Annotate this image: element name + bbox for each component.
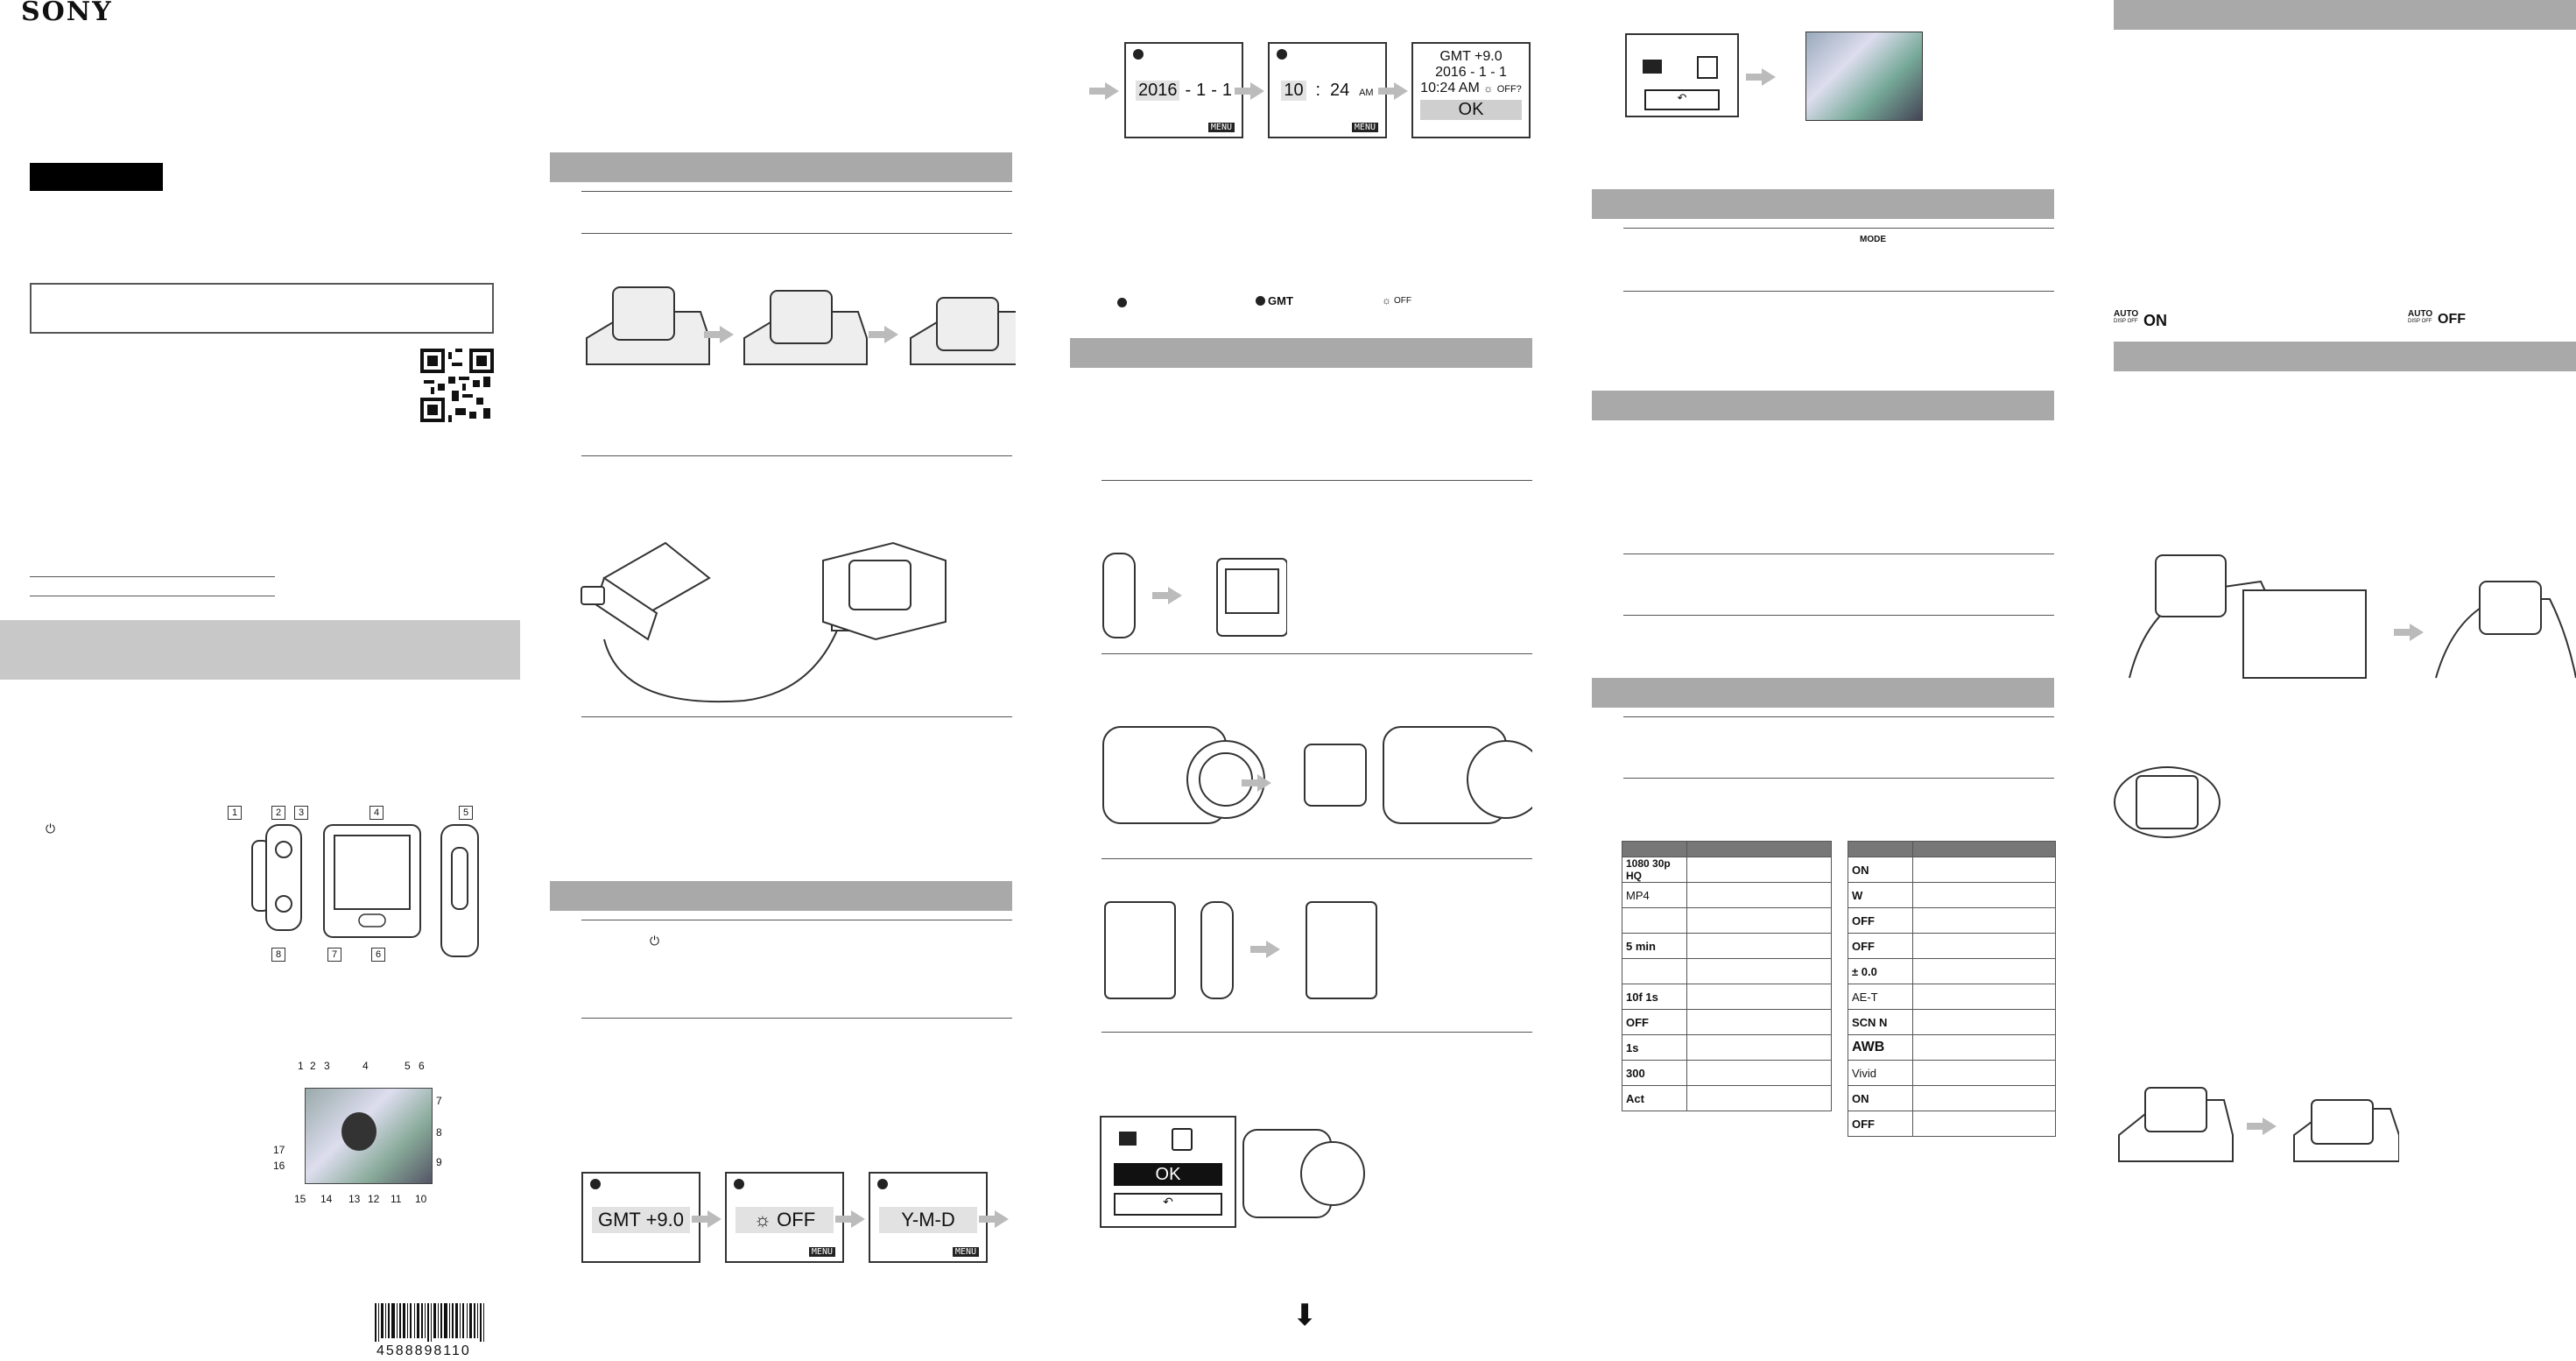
menu-back-icon: MENU: [1208, 123, 1235, 132]
section-band: [1592, 678, 2054, 708]
qr-code: [420, 349, 494, 422]
setting-icon: ON: [1848, 1086, 1913, 1111]
display-number: 11: [391, 1193, 402, 1205]
charger-step-illustration: [578, 277, 1016, 373]
power-on-illustration: [1094, 548, 1287, 645]
setting-icon: AE-T: [1848, 984, 1913, 1010]
notice-box: [30, 283, 494, 334]
pairing-screen: [1100, 1116, 1236, 1228]
clock-icon: [734, 1179, 744, 1189]
display-number: 12: [368, 1193, 380, 1205]
usb-charging-illustration: [569, 525, 989, 727]
settings-table-left: [1622, 841, 1832, 1111]
hour-value: 10: [1281, 81, 1306, 101]
minute-value: 24: [1329, 81, 1350, 100]
divider: [1101, 653, 1532, 654]
back-button[interactable]: ↶: [1644, 89, 1720, 110]
disp-off-label: DISP OFF: [2408, 319, 2432, 324]
divider: [1623, 291, 2054, 292]
divider: [581, 233, 1012, 234]
setting-icon: 10f 1s: [1622, 984, 1687, 1010]
divider: [1623, 778, 2054, 779]
setting-icon: Vivid: [1848, 1061, 1913, 1086]
table-row: [1622, 934, 1832, 959]
gmt-label: GMT: [1268, 294, 1293, 307]
mode-switch-screen: [1625, 33, 1739, 117]
disp-off-label: DISP OFF: [2114, 319, 2138, 324]
step-arrow-icon: [1250, 82, 1264, 100]
month-value: 1: [1196, 81, 1207, 100]
display-number: 10: [415, 1193, 427, 1205]
time-screen: [1268, 42, 1387, 138]
divider: [581, 455, 1012, 456]
auto-off-on-row: [2114, 310, 2138, 325]
auto-label: AUTO: [2114, 309, 2139, 319]
section-band: [0, 620, 520, 680]
wrist-strap-illustration: [2112, 538, 2576, 687]
display-number: 16: [273, 1160, 285, 1172]
setting-icon: OFF: [1848, 1111, 1913, 1137]
display-number: 1: [298, 1060, 304, 1072]
divider: [1623, 716, 2054, 717]
divider: [30, 576, 275, 577]
step-arrow-icon: [1168, 587, 1182, 604]
display-number: 15: [294, 1193, 306, 1205]
dst-text: OFF: [777, 1209, 816, 1231]
confirm-time: 10:24 AM: [1420, 81, 1480, 95]
power-icon: ⏻: [46, 822, 56, 836]
barcode-number: 4588898110: [377, 1343, 471, 1358]
clock-icon: [1117, 298, 1127, 307]
table-row: [1622, 883, 1832, 908]
black-label-box: [30, 163, 163, 191]
section-band: [1070, 338, 1532, 368]
table-row: [1848, 934, 2056, 959]
setting-icon: 5 min: [1622, 934, 1687, 959]
clock-icon: [877, 1179, 888, 1189]
table-row: [1622, 959, 1832, 984]
setting-icon: ON: [1848, 857, 1913, 883]
divider: [581, 191, 1012, 192]
setting-icon: [1622, 959, 1687, 984]
setting-icon: W: [1848, 883, 1913, 908]
part-number: 6: [371, 948, 385, 962]
table-row: [1848, 1010, 2056, 1035]
table-row: [1622, 908, 1832, 934]
timezone-screen: [581, 1172, 700, 1263]
divider: [1101, 1032, 1532, 1033]
table-row: [1848, 984, 2056, 1010]
camera-icon: [1643, 60, 1662, 74]
part-number: 5: [459, 806, 473, 820]
step-arrow-icon: [1394, 82, 1408, 100]
table-row: [1848, 1111, 2056, 1137]
setting-icon: 1080 30p HQ: [1622, 857, 1687, 883]
step-arrow-icon: [1762, 68, 1776, 86]
confirm-gmt: GMT +9.0: [1439, 49, 1503, 64]
camera-illustration: [1094, 701, 1532, 841]
setting-icon: 300: [1622, 1061, 1687, 1086]
section-band: [2114, 342, 2576, 371]
pairing-illustration: [1096, 893, 1464, 1016]
table-row: [1848, 908, 2056, 934]
part-number: 8: [271, 948, 285, 962]
date-separator: -: [1211, 81, 1217, 100]
auto-off-value: OFF: [2438, 312, 2466, 327]
dst-value: [735, 1207, 834, 1233]
ok-button[interactable]: OK: [1420, 100, 1522, 120]
dst-screen: [725, 1172, 844, 1263]
setting-icon: OFF: [1622, 1010, 1687, 1035]
display-number: 3: [324, 1060, 330, 1072]
table-row: [1848, 883, 2056, 908]
setting-icon: MP4: [1622, 883, 1687, 908]
time-separator: :: [1315, 81, 1321, 100]
auto-label: AUTO: [2408, 309, 2433, 319]
display-number: 17: [273, 1144, 285, 1156]
brand-logo: SONY: [21, 0, 113, 27]
camera-icon: [1119, 1132, 1137, 1146]
section-band: [550, 152, 1012, 182]
table-row: [1622, 984, 1832, 1010]
step-arrow-icon: [720, 326, 734, 343]
section-band: [2114, 0, 2576, 30]
clock-icon: [1133, 49, 1144, 60]
confirm-time-row: [1413, 81, 1529, 96]
live-view-image: [1805, 32, 1923, 121]
confirm-date: 2016 - 1 - 1: [1435, 65, 1507, 80]
display-number: 13: [348, 1193, 361, 1205]
divider: [1623, 615, 2054, 616]
table-row: [1848, 1061, 2056, 1086]
remote-icon: [1172, 1128, 1193, 1151]
menu-back-icon: MENU: [1352, 123, 1378, 132]
settings-table-right: [1848, 841, 2056, 1137]
confirm-screen: [1411, 42, 1531, 138]
date-screen: [1124, 42, 1243, 138]
step-arrow-icon: [995, 1210, 1009, 1228]
display-number: 4: [362, 1060, 369, 1072]
display-number: 7: [436, 1095, 442, 1107]
table-row: [1848, 857, 2056, 883]
day-value: 1: [1221, 81, 1232, 100]
step-arrow-icon: [1105, 82, 1119, 100]
down-arrow-icon: ⬇: [1292, 1299, 1318, 1332]
step-arrow-icon: [2263, 1118, 2277, 1135]
clock-icon: [1277, 49, 1287, 60]
table-row: [1848, 1035, 2056, 1061]
divider: [581, 716, 1012, 717]
setting-icon: Act: [1622, 1086, 1687, 1111]
back-button[interactable]: ↶: [1114, 1193, 1222, 1216]
display-number: 5: [405, 1060, 411, 1072]
wrist-worn-illustration: [2101, 750, 2233, 864]
camera-pairing-illustration: [1235, 1104, 1366, 1235]
display-number: 6: [419, 1060, 425, 1072]
barcode: [375, 1303, 490, 1342]
display-number: 14: [320, 1193, 333, 1205]
step-arrow-icon: [884, 326, 898, 343]
remote-front-illustration: [228, 806, 508, 963]
step-arrow-icon: [707, 1210, 721, 1228]
part-number: 1: [228, 806, 242, 820]
setting-icon: OFF: [1848, 908, 1913, 934]
part-number: 4: [370, 806, 384, 820]
divider: [1101, 858, 1532, 859]
section-band: [550, 881, 1012, 911]
table-row: [1622, 1010, 1832, 1035]
sun-icon: ☼: [1483, 82, 1494, 95]
ampm-value: AM: [1359, 88, 1374, 98]
setting-icon: 1s: [1622, 1035, 1687, 1061]
section-band: [1592, 391, 2054, 420]
display-number: 9: [436, 1156, 442, 1168]
setting-icon: [1622, 908, 1687, 934]
part-number: 7: [327, 948, 341, 962]
divider: [581, 1018, 1012, 1019]
confirm-dst: OFF?: [1496, 84, 1522, 95]
date-format-value: Y-M-D: [879, 1207, 977, 1233]
part-number: 2: [271, 806, 285, 820]
table-row: [1622, 1086, 1832, 1111]
power-icon: ⏻: [650, 934, 660, 948]
display-indicators-illustration: [289, 1058, 455, 1207]
table-row: [1848, 959, 2056, 984]
date-format-screen: [869, 1172, 988, 1263]
date-separator: -: [1185, 81, 1192, 100]
year-value: 2016: [1136, 81, 1180, 101]
part-number: 3: [294, 806, 308, 820]
step-arrow-icon: [1266, 941, 1280, 958]
menu-back-icon: MENU: [809, 1247, 835, 1257]
step-arrow-icon: [851, 1210, 865, 1228]
setting-icon: ± 0.0: [1848, 959, 1913, 984]
divider: [1101, 480, 1532, 481]
remote-icon: [1697, 56, 1718, 79]
sun-icon: ☼: [753, 1209, 772, 1231]
clock-gmt-icon: [1256, 296, 1265, 306]
timezone-value: GMT +9.0: [592, 1207, 690, 1233]
mode-label: MODE: [1860, 235, 1886, 244]
menu-back-icon: MENU: [953, 1247, 979, 1257]
display-number: 8: [436, 1126, 442, 1139]
pairing-ok-button[interactable]: OK: [1114, 1163, 1222, 1186]
setting-icon: SCN N: [1848, 1010, 1913, 1035]
auto-on-value: ON: [2143, 312, 2167, 329]
table-row: [1848, 1086, 2056, 1111]
display-number: 2: [310, 1060, 316, 1072]
sun-icon: ☼: [1382, 294, 1391, 307]
step-arrow-icon: [2410, 624, 2424, 641]
table-row: [1622, 1061, 1832, 1086]
table-row: [1622, 1035, 1832, 1061]
setting-icon: AWB: [1848, 1035, 1913, 1061]
clock-icon: [590, 1179, 601, 1189]
auto-off-off-row: [2408, 310, 2432, 325]
step-arrow-icon: [1257, 774, 1271, 792]
section-band: [1592, 189, 2054, 219]
off-label: OFF: [1394, 296, 1411, 306]
table-row: [1622, 857, 1832, 883]
setting-icon: OFF: [1848, 934, 1913, 959]
divider: [1623, 228, 2054, 229]
